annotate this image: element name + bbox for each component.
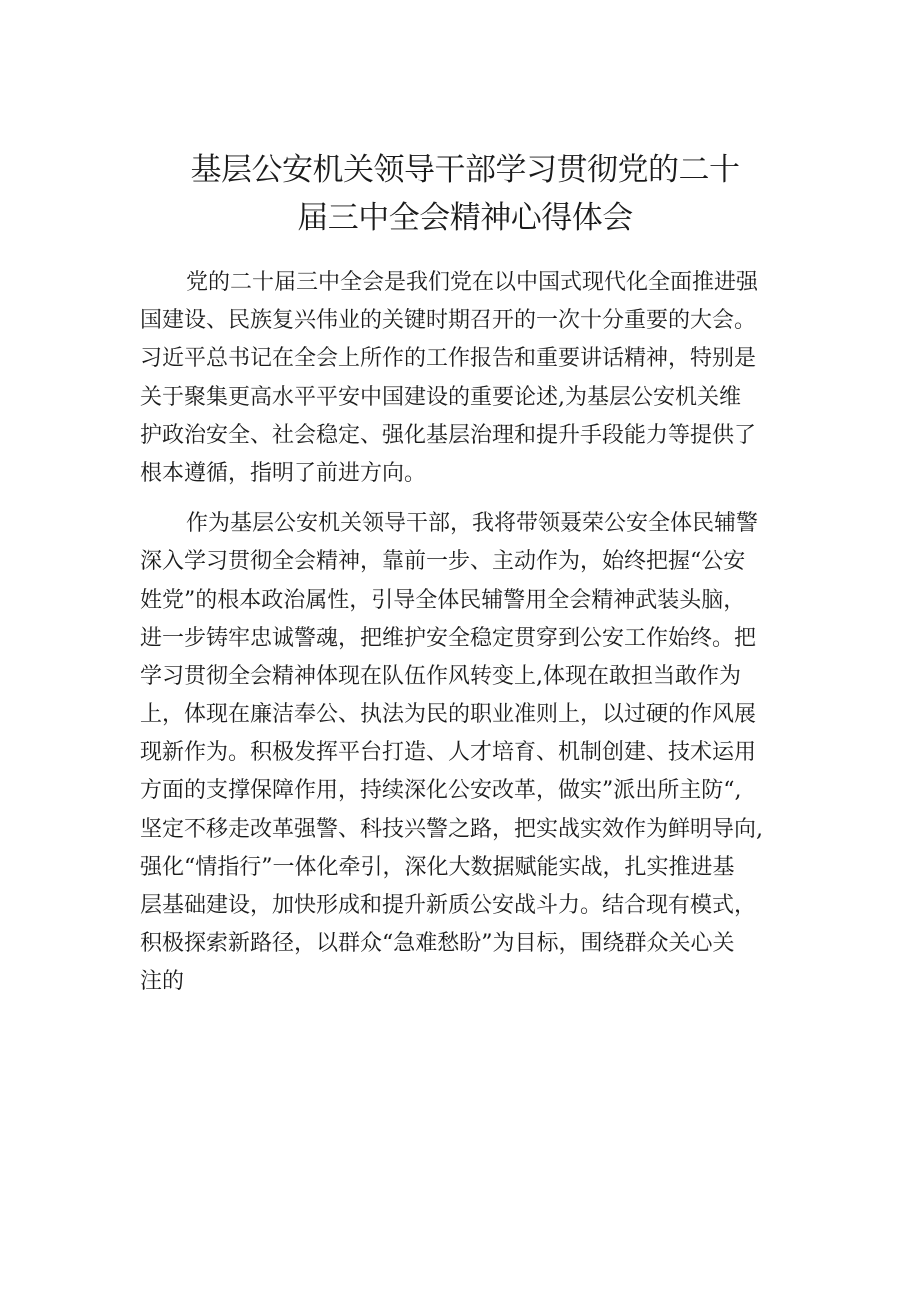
text-line: 注的 <box>140 969 185 995</box>
document-title <box>140 146 790 242</box>
paragraph-gap <box>140 493 800 505</box>
title-line-1: 基层公安机关领导干部学习贯彻党的二十 <box>190 152 740 188</box>
text-line: 进一步铸牢忠诚警魂，把维护安全稳定贯穿到公安工作始终。把 <box>140 625 757 651</box>
paragraph-2 <box>140 505 800 1001</box>
text-line: 作为基层公安机关领导干部，我将带领聂荣公安全体民辅警 <box>186 511 759 537</box>
text-line: 护政治安全、社会稳定、强化基层治理和提升手段能力等提供了 <box>140 422 757 448</box>
text-line: 上，体现在廉洁奉公、执法为民的职业准则上，以过硬的作风展 <box>140 702 757 728</box>
text-line: 关于聚集更高水平平安中国建设的重要论述,为基层公安机关维 <box>140 384 741 410</box>
text-line: 积极探索新路径，以群众“急难愁盼”为目标，围绕群众关心关 <box>140 931 735 957</box>
document-body <box>140 264 800 1002</box>
title-line-2: 届三中全会精神心得体会 <box>297 200 633 236</box>
text-line: 学习贯彻全会精神体现在队伍作风转变上,体现在敢担当敢作为 <box>140 663 741 689</box>
text-line: 现新作为。积极发挥平台打造、人才培育、机制创建、技术运用 <box>140 740 757 766</box>
text-line: 根本遵循，指明了前进方向。 <box>140 460 427 486</box>
text-line: 强化“情指行”一体化牵引，深化大数据赋能实战，扎实推进基 <box>140 854 735 880</box>
text-line: 党的二十届三中全会是我们党在以中国式现代化全面推进强 <box>186 270 759 295</box>
text-line: 国建设、民族复兴伟业的关键时期召开的一次十分重要的大会。 <box>140 308 757 334</box>
text-line: 习近平总书记在全会上所作的工作报告和重要讲话精神，特别是 <box>140 346 757 372</box>
paragraph-1 <box>140 264 800 493</box>
text-line: 姓党”的根本政治属性，引导全体民辅警用全会精神武装头脑， <box>140 587 746 613</box>
text-line: 坚定不移走改革强警、科技兴警之路，把实战实效作为鲜明导向, <box>140 816 763 842</box>
text-line: 深入学习贯彻全会精神，靠前一步、主动作为，始终把握“公安 <box>140 549 746 575</box>
text-line: 层基础建设，加快形成和提升新质公安战斗力。结合现有模式， <box>140 893 757 918</box>
text-line: 方面的支撑保障作用，持续深化公安改革，做实”派出所主防“, <box>140 778 742 804</box>
